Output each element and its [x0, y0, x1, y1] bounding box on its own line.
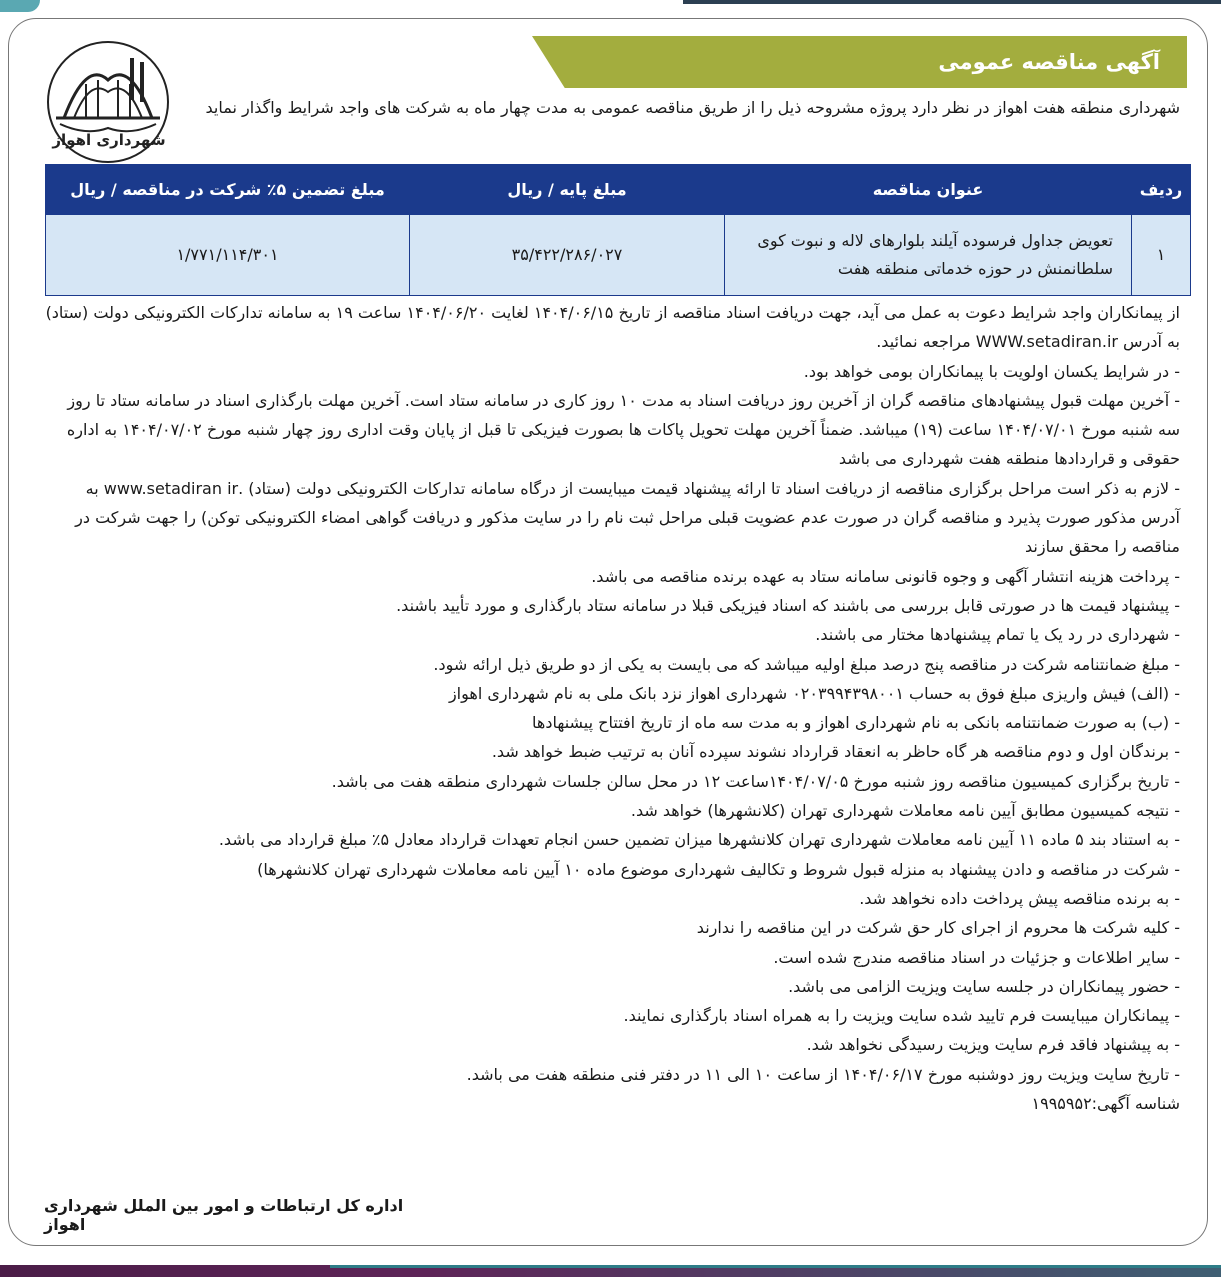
tender-table [45, 164, 1191, 296]
condition-item: - شهرداری در رد یک یا تمام پیشنهادها مختار می باشند. [815, 625, 1180, 645]
logo-caption: شهرداری اهواز [52, 131, 166, 149]
bottom-band-accent [330, 1265, 1221, 1268]
condition-item: - برندگان اول و دوم مناقصه هر گاه حاظر به انعقاد قرارداد نشوند سپرده آنان به ترتیب ضبط خواهد شد. [491, 742, 1180, 762]
condition-item: - سایر اطلاعات و جزئیات در اسناد مناقصه مندرج شده است. [773, 947, 1180, 967]
condition-item: - مبلغ ضمانتنامه شرکت در مناقصه پنج درصد مبلغ اولیه میباشد که می بایست به یکی از دو طریق ذیل ارائه شود. [433, 654, 1180, 674]
cell-guarantee-amount: ۱/۷۷۱/۱۱۴/۳۰۱ [46, 215, 410, 296]
table-row [46, 215, 1191, 296]
intro-paragraph: شهرداری منطقه هفت اهواز در نظر دارد پروژه مشروحه ذیل را از طریق مناقصه عمومی به مدت چهار ماه به شرکت های واجد شرایط واگذار نماید [205, 98, 1180, 117]
condition-item: - تاریخ سایت ویزیت روز دوشنبه مورخ ۱۴۰۴/۰۶/۱۷ از ساعت ۱۰ الی ۱۱ در دفتر فنی منطقه هفت می باشد. [466, 1064, 1180, 1084]
condition-item: - پیمانکاران میبایست فرم تایید شده سایت ویزیت را به همراه اسناد بارگذاری نمایند. [623, 1006, 1180, 1026]
footer-signature: اداره کل ارتباطات و امور بین الملل شهرداری اهواز [44, 1196, 404, 1234]
condition-item: - نتیجه کمیسیون مطابق آیین نامه معاملات شهرداری تهران (کلانشهرها) خواهد شد. [630, 801, 1180, 821]
condition-item: - حضور پیمانکاران در جلسه سایت ویزیت الزامی می باشد. [788, 976, 1180, 996]
header-base-amount: مبلغ پایه / ریال [410, 165, 725, 215]
condition-item: - (ب) به صورت ضمانتنامه بانکی به نام شهرداری اهواز و به مدت سه ماه از تاریخ افتتاح پیشنهادها [532, 713, 1180, 733]
condition-item: - در شرایط یکسان اولویت با پیمانکاران بومی خواهد بود. [803, 361, 1180, 381]
condition-item: - شرکت در مناقصه و دادن پیشنهاد به منزله قبول شروط و تکالیف شهرداری موضوع ماده ۱۰ آیین نامه معاملات شهرداری تهران کلانشهرها) [257, 859, 1180, 879]
top-corner-decoration [0, 0, 40, 12]
cell-tender-title: تعویض جداول فرسوده آیلند بلوارهای لاله و نبوت کوی سلطانمنش در حوزه خدماتی منطقه هفت [725, 215, 1132, 296]
ad-id: شناسه آگهی:۱۹۹۵۹۵۲ [1031, 1094, 1180, 1114]
conditions-list [44, 298, 1180, 1118]
condition-item: - آخرین مهلت قبول پیشنهادهای مناقصه گران از آخرین روز دریافت اسناد به مدت ۱۰ روز کاری در سامانه ستاد است. آخرین مهلت بارگذاری اسناد در سامانه ستاد تا روز سه شنبه مورخ ۱۴۰۴/۰۷/۰۱ ساعت (۱۹) میباشد. ضمناً آخرین مهلت تحویل پاکات ها بصورت فیزیکی تا قبل از پایان وقت اداری روز چهار شنبه مورخ ۱۴۰۴/۰۷/۰۲ به اداره حقوقی و قراردادها منطقه هفت شهرداری می باشد [66, 390, 1180, 469]
condition-item: - پیشنهاد قیمت ها در صورتی قابل بررسی می باشند که اسناد فیزیکی قبلا در سامانه ستاد بارگذاری و مورد تأیید باشند. [396, 595, 1180, 615]
condition-item: - به برنده مناقصه پیش پرداخت داده نخواهد شد. [859, 888, 1180, 908]
cell-row-number: ۱ [1132, 215, 1191, 296]
condition-item: - به استناد بند ۵ ماده ۱۱ آیین نامه معاملات شهرداری تهران کلانشهرها میزان تضمین حسن انجام تعهدات قرارداد معادل ۵٪ مبلغ قرارداد می باشد. [218, 830, 1180, 850]
header-tender-title: عنوان مناقصه [725, 165, 1132, 215]
notice-title: آگهی مناقصه عمومی [938, 50, 1160, 74]
header-row-number: ردیف [1132, 165, 1191, 215]
condition-item: - پرداخت هزینه انتشار آگهی و وجوه قانونی سامانه ستاد به عهده برنده مناقصه می باشد. [591, 566, 1180, 586]
condition-item: - (الف) فیش واریزی مبلغ فوق به حساب ۰۲۰۳۹۹۴۳۹۸۰۰۱ شهرداری اهواز نزد بانک ملی به نام شهرداری اهواز [448, 683, 1180, 703]
condition-item: از پیمانکاران واجد شرایط دعوت به عمل می آید، جهت دریافت اسناد مناقصه از تاریخ ۱۴۰۴/۰۶/۱۵ لغایت ۱۴۰۴/۰۶/۲۰ ساعت ۱۹ به سامانه تدارکات الکترونیکی دولت (ستاد) به آدرس WWW.setadiran.ir مراجعه نمائید. [45, 303, 1180, 352]
condition-item: - کلیه شرکت ها محروم از اجرای کار حق شرکت در این مناقصه را ندارند [696, 918, 1180, 938]
condition-item: - لازم به ذکر است مراحل برگزاری مناقصه از دریافت اسناد تا ارائه پیشنهاد قیمت میبایست از درگاه سامانه تدارکات الکترونیکی دولت (ستاد) .www.setadiran ir به آدرس مذکور صورت پذیرد و مناقصه گران در صورت عدم عضویت قبلی مراحل ثبت نام را در سایت مذکور و دریافت گواهی امضاء الکترونیکی توکن) را جهت شرکت در مناقصه را محقق سازند [75, 478, 1180, 557]
top-strip [683, 0, 1221, 4]
condition-item: - به پیشنهاد فاقد فرم سایت ویزیت رسیدگی نخواهد شد. [806, 1035, 1180, 1055]
table-header-row [46, 165, 1191, 215]
condition-item: - تاریخ برگزاری کمیسیون مناقصه روز شنبه مورخ ۱۴۰۴/۰۷/۰۵ساعت ۱۲ در محل سالن جلسات شهرداری منطقه هفت می باشد. [331, 771, 1180, 791]
header-guarantee-amount: مبلغ تضمین ۵٪ شرکت در مناقصه / ریال [46, 165, 410, 215]
cell-base-amount: ۳۵/۴۲۲/۲۸۶/۰۲۷ [410, 215, 725, 296]
